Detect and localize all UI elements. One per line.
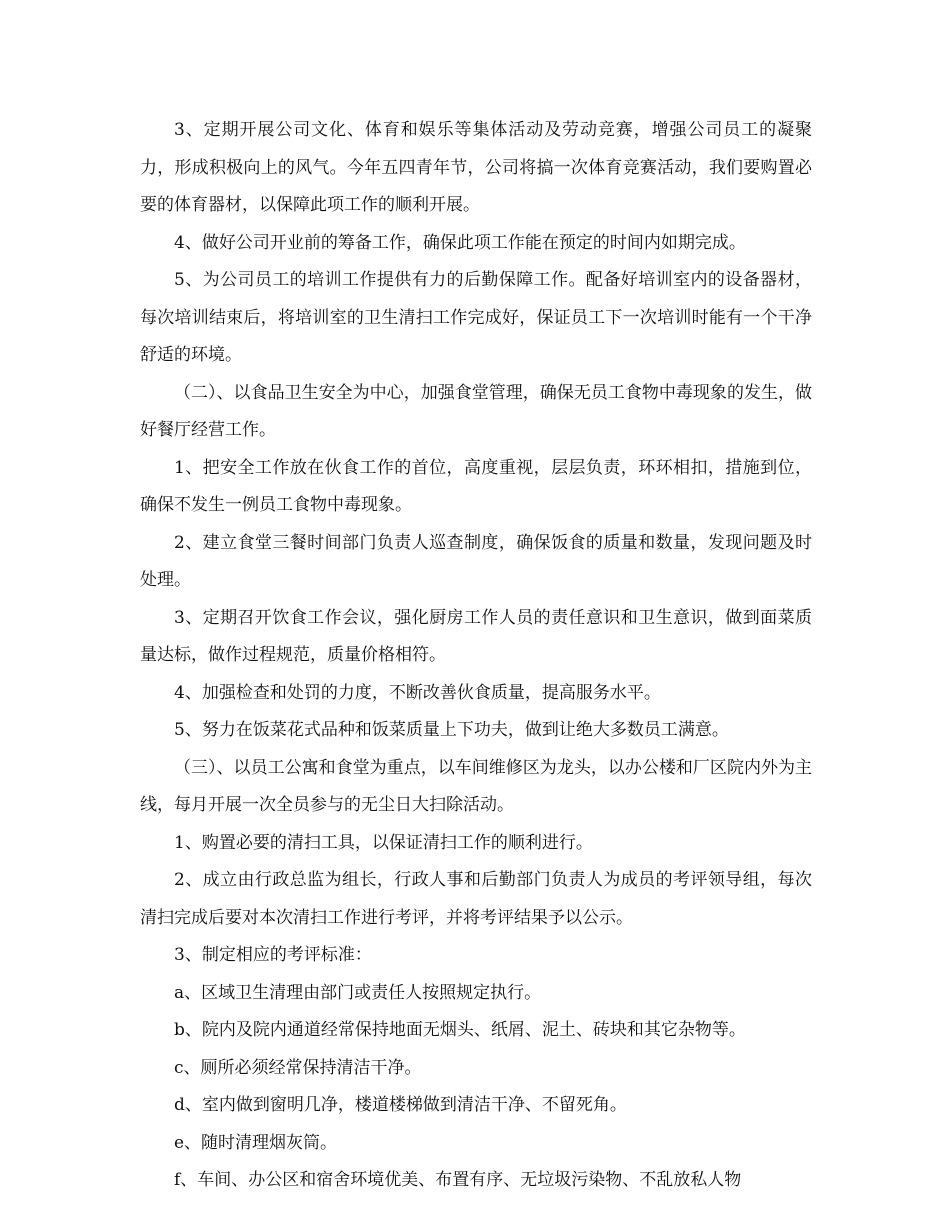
- standard-item-f: f、车间、办公区和宿舍环境优美、布置有序、无垃圾污染物、不乱放私人物: [174, 1170, 742, 1190]
- section-heading-2: （二）、以食品卫生安全为中心，加强食堂管理，确保无员工食物中毒现象的发生，做好餐厅经营工作。: [140, 382, 812, 440]
- document-body: [140, 112, 812, 1200]
- standard-item-b: b、院内及院内通道经常保持地面无烟头、纸屑、泥土、砖块和其它杂物等。: [174, 1020, 746, 1040]
- standard-item-d: d、室内做到窗明几净，楼道楼梯做到清洁干净、不留死角。: [174, 1095, 627, 1115]
- paragraph-item-2-inspection: 2、建立食堂三餐时间部门负责人巡查制度，确保饭食的质量和数量，发现问题及时处理。: [140, 532, 812, 590]
- standard-item-a: a、区域卫生清理由部门或责任人按照规定执行。: [174, 982, 542, 1003]
- paragraph-item-4-preparation: 4、做好公司开业前的筹备工作，确保此项工作能在预定的时间内如期完成。: [174, 232, 746, 253]
- section-heading-3: （三）、以员工公寓和食堂为重点，以车间维修区为龙头，以办公楼和厂区院内外为主线，每月开展一次全员参与的无尘日大扫除活动。: [140, 757, 812, 815]
- paragraph-item-3-meeting: 3、定期召开饮食工作会议，强化厨房工作人员的责任意识和卫生意识，做到面菜质量达标，做作过程规范，质量价格相符。: [140, 607, 812, 665]
- paragraph-item-3-standards: 3、制定相应的考评标准：: [174, 945, 372, 965]
- paragraph-item-3-activities: 3、定期开展公司文化、体育和娱乐等集体活动及劳动竞赛，增强公司员工的凝聚力，形成积极向上的风气。今年五四青年节，公司将搞一次体育竞赛活动，我们要购置必要的体育器材，以保障此项工作的顺利开展。: [140, 120, 812, 215]
- standard-item-e: e、随时清理烟灰筒。: [174, 1132, 338, 1153]
- paragraph-item-1-safety: 1、把安全工作放在伙食工作的首位，高度重视，层层负责，环环相扣，措施到位，确保不发生一例员工食物中毒现象。: [140, 457, 812, 515]
- paragraph-item-4-penalty: 4、加强检查和处罚的力度，不断改善伙食质量，提高服务水平。: [174, 682, 661, 703]
- standard-item-c: c、厕所必须经常保持清洁干净。: [174, 1057, 422, 1078]
- paragraph-item-5-training: 5、为公司员工的培训工作提供有力的后勤保障工作。配备好培训室内的设备器材，每次培训结束后，将培训室的卫生清扫工作完成好，保证员工下一次培训时能有一个干净舒适的环境。: [140, 270, 812, 365]
- paragraph-item-2-committee: 2、成立由行政总监为组长，行政人事和后勤部门负责人为成员的考评领导组，每次清扫完成后要对本次清扫工作进行考评，并将考评结果予以公示。: [140, 870, 812, 928]
- paragraph-item-1-tools: 1、购置必要的清扫工具，以保证清扫工作的顺利进行。: [174, 832, 593, 853]
- paragraph-item-5-dishes: 5、努力在饭菜花式品种和饭菜质量上下功夫，做到让绝大多数员工满意。: [174, 720, 729, 740]
